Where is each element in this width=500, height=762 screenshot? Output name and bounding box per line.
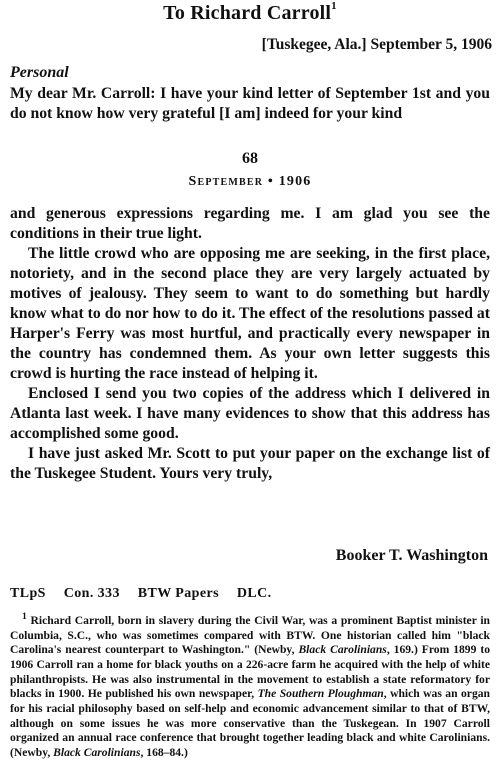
footnote-text: , 168–84.) (140, 746, 188, 760)
footnote-text: Richard Carroll, born in slavery during the Civil War, was a prominent Baptist minister in Columbia, S.C., who was sometimes compared with BTW. One historian called him "black Carolina's nearest counterpart to Washington." (Newby, (10, 613, 491, 657)
letter-title (0, 2, 500, 25)
letter-body (10, 204, 490, 484)
title-footnote-marker: 1 (331, 0, 337, 12)
source-citation (10, 586, 286, 602)
source-item: DLC. (236, 586, 272, 601)
footnote (10, 610, 490, 761)
source-item: TLpS (10, 586, 46, 601)
letter-opening (10, 84, 490, 124)
signature: Booker T. Washington (335, 547, 488, 564)
personal-label: Personal (10, 64, 69, 81)
footnote-citation: Black Carolinians (298, 643, 387, 657)
footnote-marker: 1 (22, 611, 27, 622)
body-paragraph: The little crowd who are opposing me are seeking, in the first place, notoriety, and in the second place they are very largely actuated by motives of jealousy. They seem to want to do something but hardly know what to do nor how to do it. The effect of the resolutions passed at Harper's Ferry was most hurtful, and practically every newspaper in the country has condemned them. As your own letter suggests this crowd is hurting the race instead of helping it. (10, 245, 490, 382)
dateline: [Tuskegee, Ala.] September 5, 1906 (261, 36, 492, 53)
source-item: Con. 333 (63, 586, 120, 601)
title-text: To Richard Carroll (163, 2, 332, 24)
footnote-newspaper-title: The Southern Ploughman (257, 687, 384, 701)
footnote-text: , 169.) From 1899 to 1906 Carroll ran a home for black youths on a 226-acre farm he acquired with the help of white philanthropists. He was also instrumental in the movement to establish a state reformatory for blacks in 1900. He published his own newspaper, (10, 643, 490, 701)
opening-paragraph: My dear Mr. Carroll: I have your kind letter of September 1st and you do not know how very grateful [I am] indeed for your kind (10, 85, 490, 122)
footnote-citation: Black Carolinians (53, 746, 141, 760)
source-item: BTW Papers (137, 586, 219, 601)
body-paragraph: and generous expressions regarding me. I am glad you see the conditions in their true light. (10, 205, 490, 242)
body-paragraph: Enclosed I send you two copies of the address which I delivered in Atlanta last week. I have many evidences to show that this address has accomplished some good. (10, 385, 490, 442)
running-head: September • 1906 (188, 174, 312, 189)
page-number: 68 (242, 150, 258, 167)
footnote-text: , which was an organ for his racial philosophy based on self-help and economic advancement similar to that of BTW, although on some issues he was more conservative than the Tuskegean. In 1907 Carroll organized an annual race conference that brought together leading black and white Carolinians. (Newby, (10, 687, 490, 760)
body-paragraph: I have just asked Mr. Scott to put your paper on the exchange list of the Tuskegee Student. Yours very truly, (10, 445, 490, 482)
